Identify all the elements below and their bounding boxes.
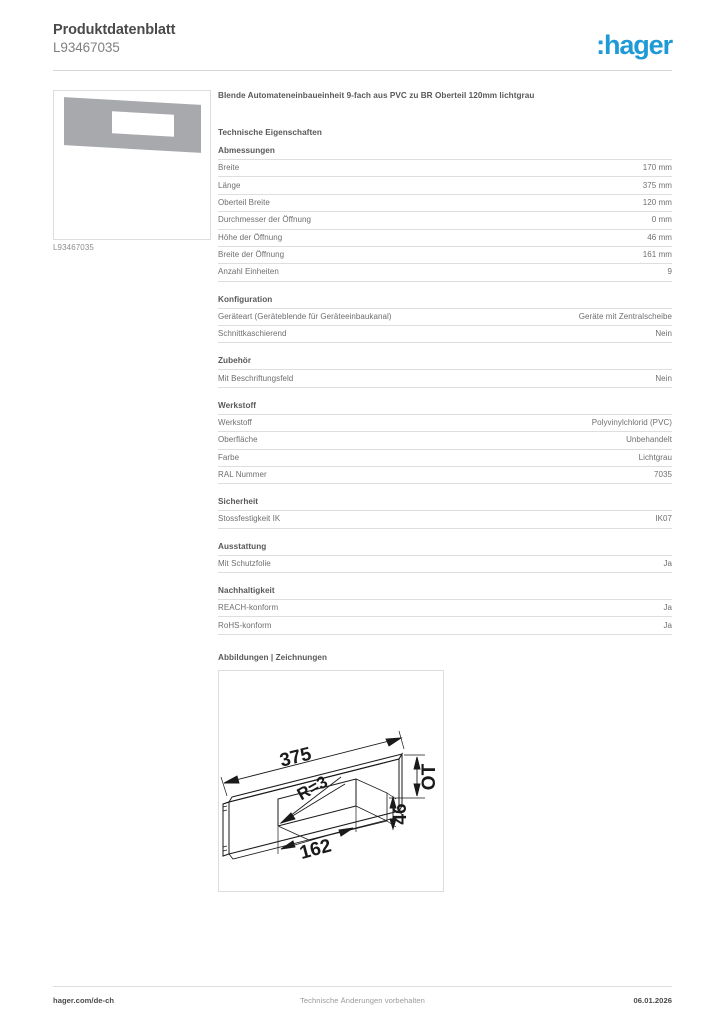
product-image-caption: L93467035	[53, 243, 94, 252]
table-row	[218, 246, 672, 263]
spec-group	[218, 586, 672, 635]
table-row	[218, 414, 672, 431]
spec-table	[218, 308, 672, 344]
spec-value: Nein	[655, 329, 672, 339]
spec-value: 161 mm	[642, 250, 672, 260]
table-row	[218, 449, 672, 466]
table-row	[218, 308, 672, 325]
spec-value: Lichtgrau	[638, 452, 672, 462]
spec-value: 0 mm	[651, 215, 672, 225]
spec-table	[218, 414, 672, 485]
spec-group-title: Zubehör	[218, 356, 252, 366]
spec-table	[218, 599, 672, 635]
spec-key: RoHS-konform	[218, 620, 272, 630]
spec-key: Mit Schutzfolie	[218, 558, 271, 568]
technical-drawing-svg	[219, 671, 443, 891]
spec-value: Ja	[663, 603, 672, 613]
spec-group	[218, 356, 672, 387]
spec-key: Stossfestigkeit IK	[218, 514, 281, 524]
product-image	[53, 90, 211, 240]
table-row	[218, 212, 672, 229]
spec-group	[218, 401, 672, 485]
dimension-label-ot: OT	[419, 763, 440, 790]
plate-left-notch-bottom	[223, 846, 227, 851]
spec-key: Breite der Öffnung	[218, 250, 285, 260]
dimension-label-162: 162	[297, 835, 334, 864]
page-footer	[53, 996, 672, 1010]
plate-right-edge	[399, 754, 402, 811]
spec-table	[218, 510, 672, 528]
spec-key: Oberfläche	[218, 435, 258, 445]
spec-value: Ja	[663, 620, 672, 630]
spec-value: Ja	[663, 558, 672, 568]
spec-group-title: Nachhaltigkeit	[218, 586, 275, 595]
table-row	[218, 229, 672, 246]
spec-value: Geräte mit Zentralscheibe	[578, 311, 672, 321]
spec-value: IK07	[655, 514, 672, 524]
table-row	[218, 600, 672, 617]
spec-content	[218, 90, 672, 892]
spec-group-title: Sicherheit	[218, 497, 259, 507]
product-description: Blende Automateneinbaueinheit 9-fach aus PVC zu BR Oberteil 120mm lichtgrau	[218, 91, 535, 100]
table-row	[218, 177, 672, 194]
drawings-title: Abbildungen | Zeichnungen	[218, 652, 328, 662]
technical-drawing	[218, 670, 444, 892]
spec-value: Nein	[655, 373, 672, 383]
article-number: L93467035	[53, 40, 120, 55]
spec-key: Anzahl Einheiten	[218, 267, 279, 277]
spec-key: REACH-konform	[218, 603, 279, 613]
dimension-label-46: 46	[390, 803, 411, 825]
table-row	[218, 326, 672, 343]
spec-key: Durchmesser der Öffnung	[218, 215, 312, 225]
spec-group	[218, 295, 672, 344]
spec-value: Polyvinylchlorid (PVC)	[591, 417, 672, 427]
spec-key: Geräteart (Geräteblende für Geräteeinbaukanal)	[218, 311, 392, 321]
spec-key: Höhe der Öffnung	[218, 232, 283, 242]
spec-group	[218, 146, 672, 282]
spec-group	[218, 542, 672, 573]
spec-group-title: Ausstattung	[218, 541, 267, 551]
table-row	[218, 160, 672, 177]
spec-key: Farbe	[218, 452, 240, 462]
table-row	[218, 432, 672, 449]
spec-value: 7035	[654, 470, 672, 480]
footer-divider	[53, 986, 672, 987]
spec-value: 9	[667, 267, 672, 277]
spec-value: 170 mm	[642, 163, 672, 173]
spec-table	[218, 159, 672, 282]
spec-key: Mit Beschriftungsfeld	[218, 373, 294, 383]
spec-value: 120 mm	[642, 197, 672, 207]
footer-disclaimer: Technische Änderungen vorbehalten	[300, 996, 425, 1005]
page-header	[53, 22, 672, 70]
plate-left-flange-top	[223, 802, 229, 804]
footer-website[interactable]: hager.com/de-ch	[53, 996, 115, 1005]
hager-logo: :hager	[596, 30, 672, 60]
spec-key: RAL Nummer	[218, 470, 267, 480]
spec-key: Schnittkaschierend	[218, 329, 287, 339]
product-faceplate-cutout	[112, 111, 174, 136]
table-row	[218, 370, 672, 387]
table-row	[218, 466, 672, 483]
spec-value: 375 mm	[642, 180, 672, 190]
spec-key: Werkstoff	[218, 417, 252, 427]
spec-key: Breite	[218, 163, 240, 173]
spec-group-list	[218, 146, 672, 635]
table-row	[218, 264, 672, 281]
spec-key: Oberteil Breite	[218, 197, 270, 207]
dimension-label-375: 375	[277, 743, 314, 772]
table-row	[218, 511, 672, 528]
spec-group-title: Werkstoff	[218, 400, 257, 410]
spec-group-title: Abmessungen	[218, 146, 275, 155]
table-row	[218, 617, 672, 634]
spec-group-title: Konfiguration	[218, 294, 273, 304]
spec-group	[218, 497, 672, 528]
spec-key: Länge	[218, 180, 241, 190]
spec-table	[218, 555, 672, 573]
plate-left-notch-top	[223, 806, 227, 811]
spec-value: Unbehandelt	[626, 435, 672, 445]
header-divider	[53, 70, 672, 71]
table-row	[218, 194, 672, 211]
spec-value: 46 mm	[647, 232, 672, 242]
footer-date: 06.01.2026	[633, 996, 672, 1005]
technical-properties-title: Technische Eigenschaften	[218, 128, 322, 137]
page-title: Produktdatenblatt	[53, 22, 176, 38]
dimension-label-r3: R=3	[293, 771, 331, 804]
spec-table	[218, 369, 672, 387]
table-row	[218, 555, 672, 572]
